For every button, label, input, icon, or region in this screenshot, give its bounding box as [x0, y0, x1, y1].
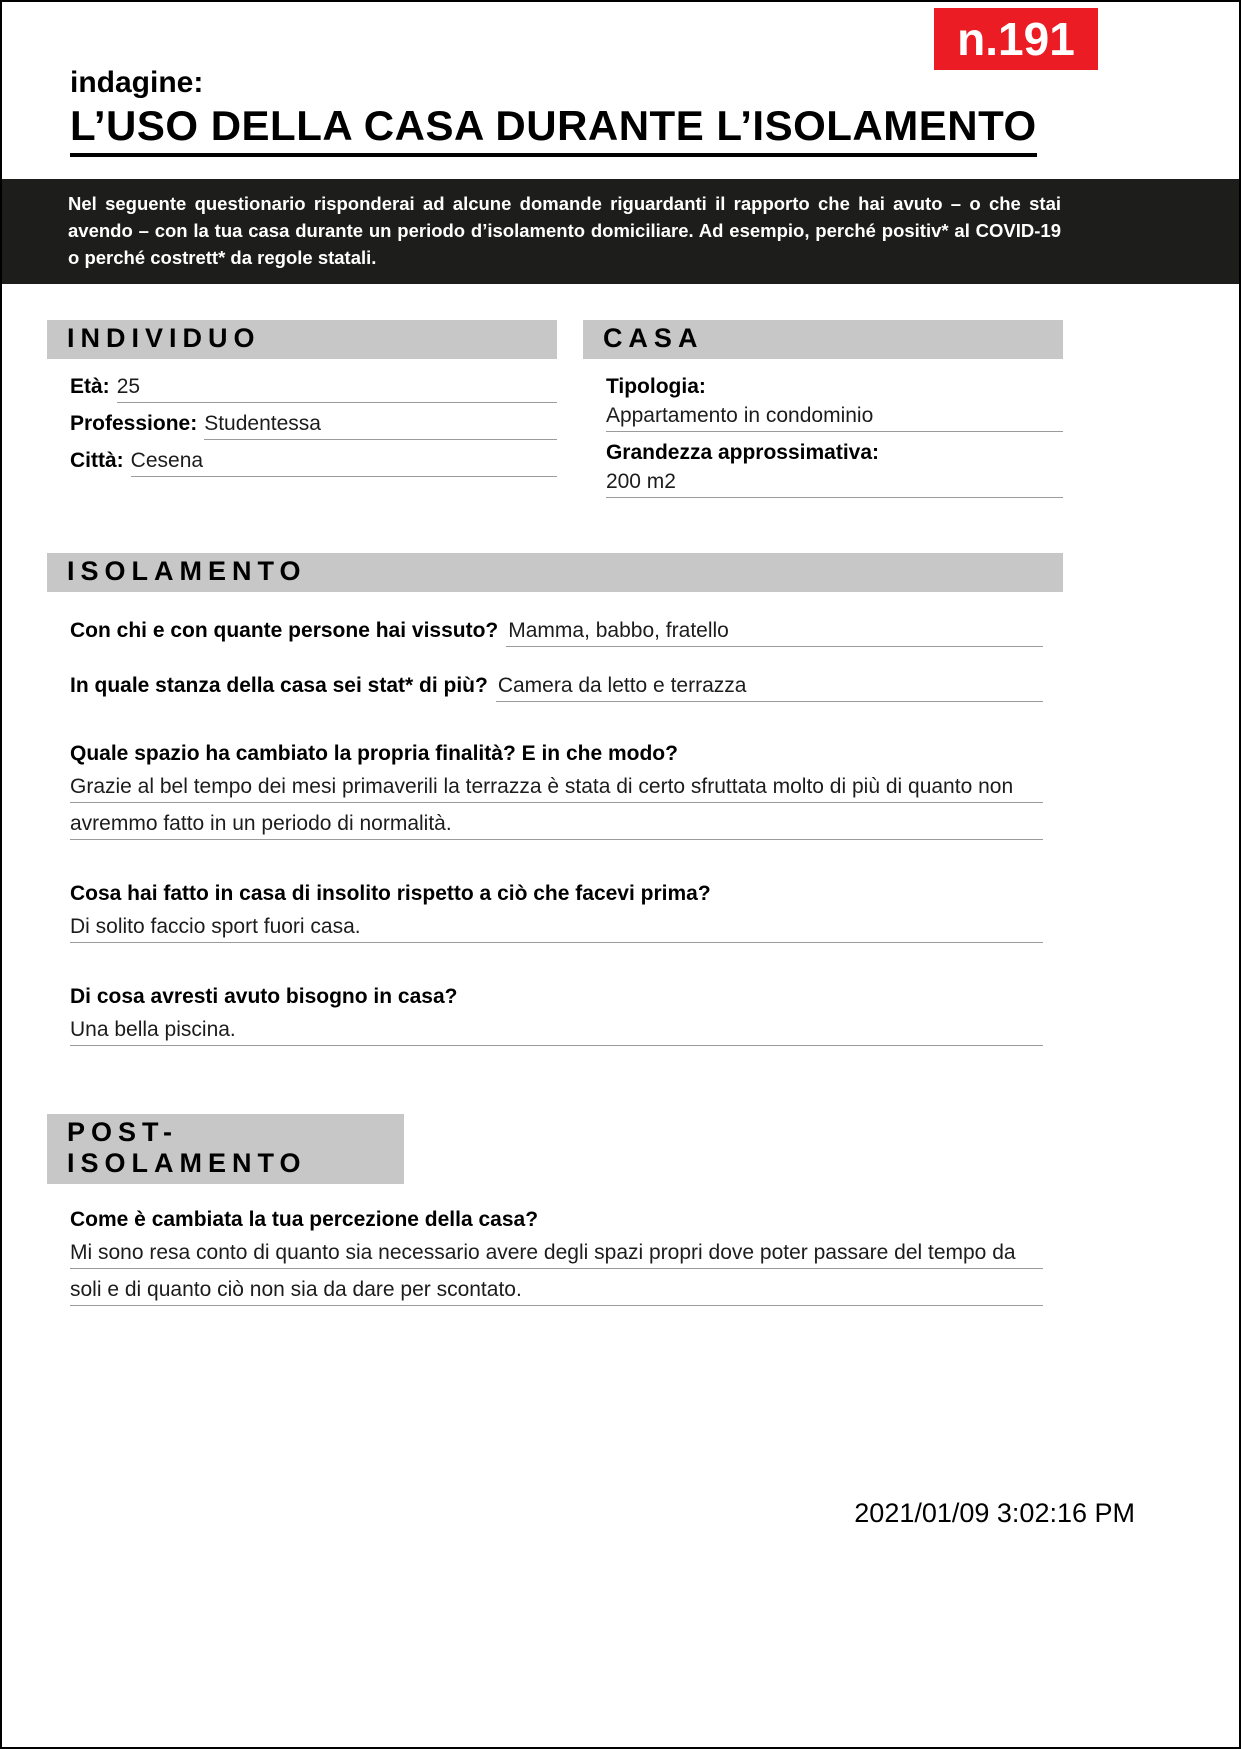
- field-grandezza: [606, 441, 1063, 498]
- field-eta: [70, 375, 557, 403]
- section-post-isolamento: [47, 1114, 1063, 1308]
- section-header-isolamento: ISOLAMENTO: [47, 553, 1063, 592]
- question-bisogno-text: Di cosa avresti avuto bisogno in casa?: [70, 985, 458, 1008]
- page-title-text: L’USO DELLA CASA DURANTE L’ISOLAMENTO: [70, 102, 1037, 157]
- question-spazio-finalita: [70, 742, 1043, 842]
- field-tipologia: [606, 375, 1063, 432]
- individuo-fields: [47, 359, 557, 477]
- field-grandezza-label: Grandezza approssimativa:: [605, 441, 880, 464]
- section-header-casa: CASA: [583, 320, 1063, 359]
- field-professione-label: Professione:: [70, 412, 198, 435]
- question-spazio-finalita-answer: Grazie al bel tempo dei mesi primaverili la terrazza è stata di certo sfruttata molto di più di quanto non avremmo fatto in un periodo di normalità.: [70, 768, 1043, 842]
- section-isolamento: [47, 553, 1063, 1048]
- question-percezione: [70, 1208, 1043, 1308]
- question-bisogno: [70, 985, 1043, 1048]
- field-professione: [70, 412, 557, 440]
- field-tipologia-label: Tipologia:: [605, 375, 706, 398]
- question-conviventi-text: Con chi e con quante persone hai vissuto?: [70, 619, 499, 642]
- section-casa: [583, 320, 1063, 507]
- form-number-badge: n.191: [934, 8, 1098, 70]
- section-header-post-isolamento: POST-ISOLAMENTO: [47, 1114, 404, 1184]
- field-citta-label: Città:: [70, 449, 124, 472]
- timestamp: 2021/01/09 3:02:16 PM: [854, 1498, 1135, 1528]
- content-area: [47, 320, 1063, 1308]
- question-percezione-text: Come è cambiata la tua percezione della casa?: [70, 1208, 539, 1231]
- page-title: [70, 102, 1239, 157]
- question-stanza-text: In quale stanza della casa sei stat* di più?: [70, 674, 488, 697]
- header-kicker: indagine:: [70, 66, 204, 99]
- section-header-individuo: INDIVIDUO: [47, 320, 557, 359]
- question-stanza: [70, 674, 1043, 702]
- post-isolamento-questions: [47, 1208, 1063, 1308]
- question-spazio-finalita-text: Quale spazio ha cambiato la propria finalità? E in che modo?: [70, 742, 678, 765]
- field-citta: [70, 449, 557, 477]
- isolamento-questions: [47, 619, 1063, 1048]
- field-eta-value: 25: [117, 375, 557, 403]
- question-conviventi-answer: Mamma, babbo, fratello: [506, 619, 1043, 647]
- question-insolito: [70, 882, 1043, 945]
- question-insolito-text: Cosa hai fatto in casa di insolito rispetto a ciò che facevi prima?: [70, 882, 711, 905]
- field-eta-label: Età:: [70, 375, 110, 398]
- casa-fields: [583, 359, 1063, 498]
- intro-banner: [2, 179, 1239, 284]
- question-insolito-answer: Di solito faccio sport fuori casa.: [70, 908, 1043, 945]
- field-professione-value: Studentessa: [204, 412, 557, 440]
- profile-columns: [47, 320, 1063, 507]
- question-percezione-answer: Mi sono resa conto di quanto sia necessario avere degli spazi propri dove poter passare del tempo da soli e di quanto ciò non sia da dare per scontato.: [70, 1234, 1043, 1308]
- question-stanza-answer: Camera da letto e terrazza: [496, 674, 1043, 702]
- field-tipologia-value: Appartamento in condominio: [606, 404, 1063, 432]
- field-grandezza-value: 200 m2: [606, 470, 1063, 498]
- section-individuo: [47, 320, 557, 507]
- field-citta-value: Cesena: [131, 449, 557, 477]
- question-conviventi: [70, 619, 1043, 647]
- question-bisogno-answer: Una bella piscina.: [70, 1011, 1043, 1048]
- intro-text: Nel seguente questionario risponderai ad alcune domande riguardanti il rapporto che hai avuto – o che stai avendo – con la tua casa durante un periodo d’isolamento domiciliare. Ad esempio, perché positiv* al COVID-19 o perché costrett* da regole statali.: [68, 193, 1061, 268]
